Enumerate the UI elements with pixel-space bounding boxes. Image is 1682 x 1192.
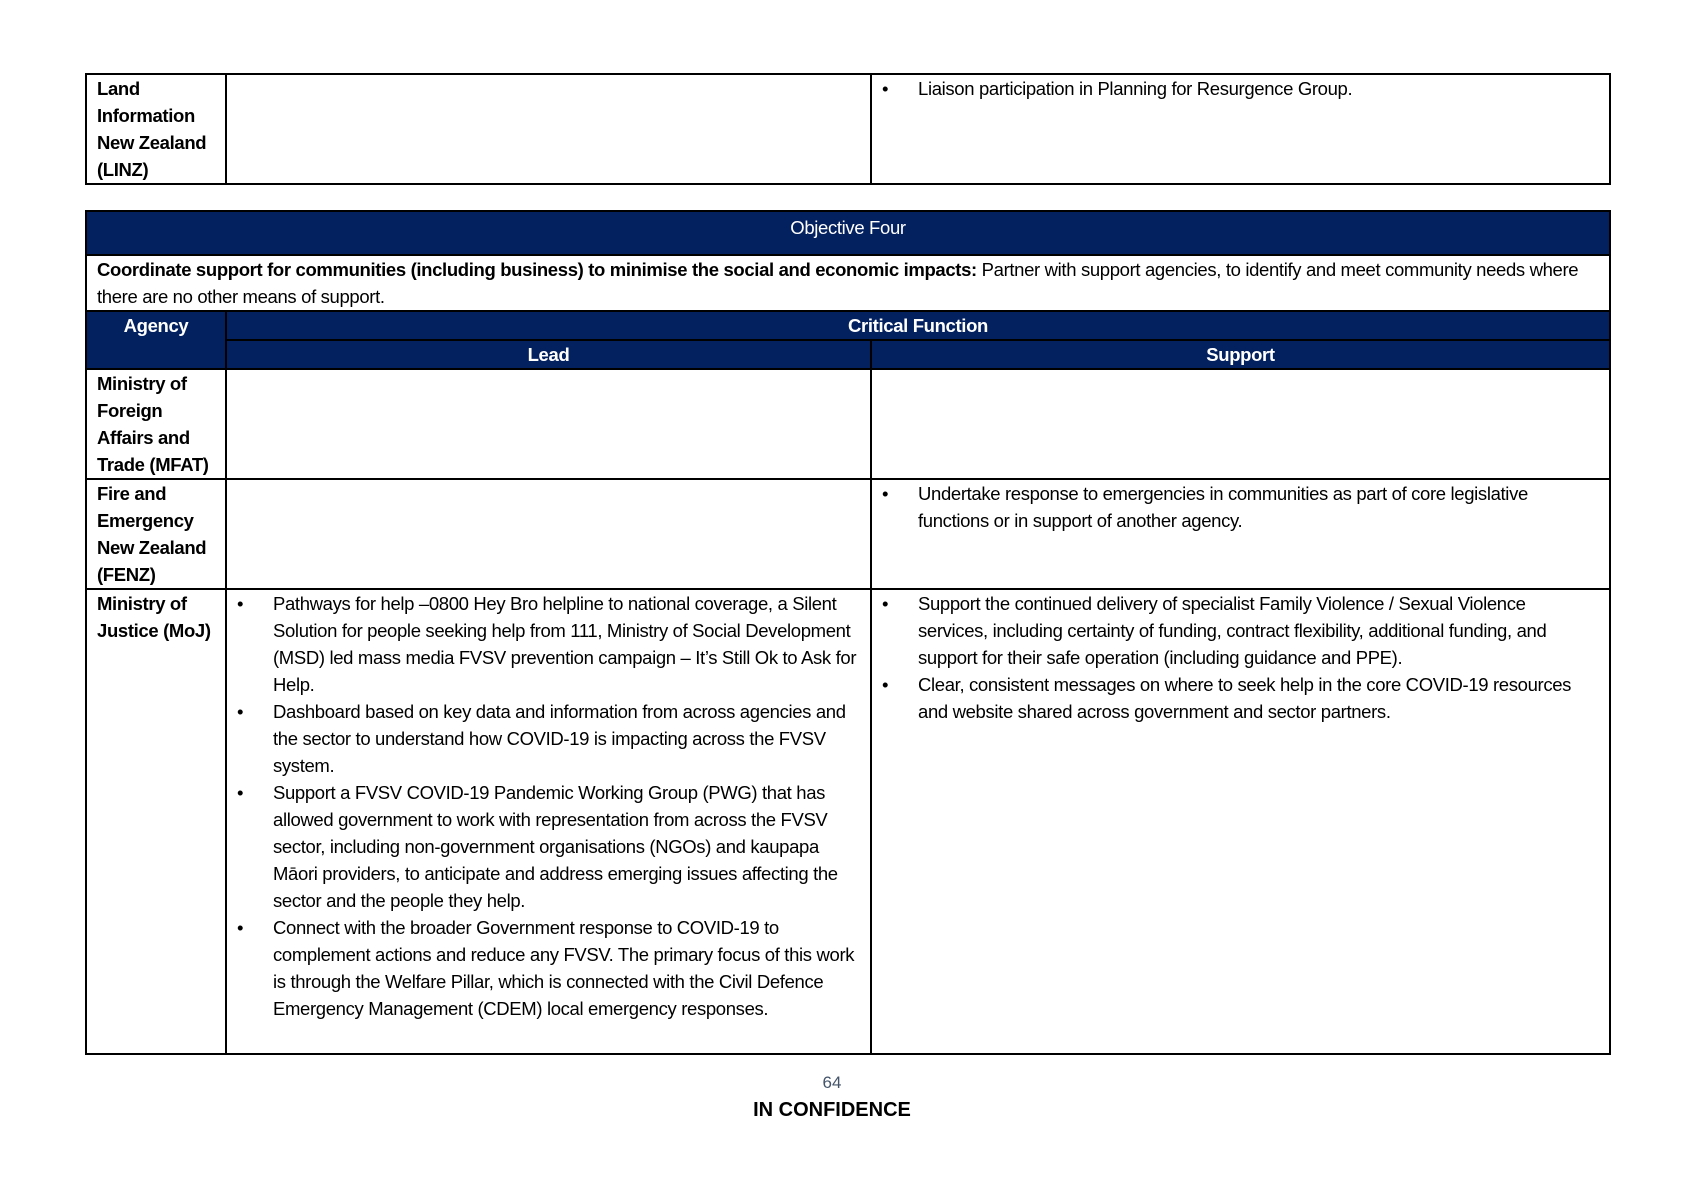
list-item: • Support the continued delivery of specialist Family Violence / Sexual Violence services, including certainty of funding, contract flexibility, additional funding, and support for their safe operation (including guidance and PPE). (882, 590, 1599, 671)
linz-table (85, 73, 1611, 185)
table-row (86, 369, 1610, 479)
support-cell (871, 589, 1610, 1054)
list-item: • Support a FVSV COVID-19 Pandemic Working Group (PWG) that has allowed government to work with representation from across the FVSV sector, including non-government organisations (NGOs) and kaupapa Māori providers, to anticipate and address emerging issues affecting the sector and the people they help. (237, 779, 860, 914)
lead-header: Lead (226, 340, 871, 369)
list-item: • Dashboard based on key data and information from across agencies and the sector to understand how COVID-19 is impacting across the FVSV system. (237, 698, 860, 779)
agency-cell: Ministry of Justice (MoJ) (86, 589, 226, 1054)
objective-four-table (85, 210, 1611, 1055)
list-item: • Pathways for help –0800 Hey Bro helpline to national coverage, a Silent Solution for people seeking help from 111, Ministry of Social Development (MSD) led mass media FVSV prevention campaign – It’s Still Ok to Ask for Help. (237, 590, 860, 698)
support-cell (871, 74, 1610, 184)
lead-cell (226, 479, 871, 589)
table-row (86, 589, 1610, 1054)
lead-cell (226, 589, 871, 1054)
list-item: • Connect with the broader Government response to COVID-19 to complement actions and reduce any FVSV. The primary focus of this work is through the Welfare Pillar, which is connected with the Civil Defence Emergency Management (CDEM) local emergency responses. (237, 914, 860, 1022)
objective-description (86, 255, 1610, 311)
support-header: Support (871, 340, 1610, 369)
page-number: 64 (822, 1073, 842, 1092)
critical-function-header: Critical Function (226, 311, 1610, 340)
lead-cell (226, 369, 871, 479)
support-cell (871, 479, 1610, 589)
table-row (86, 479, 1610, 589)
agency-header: Agency (86, 311, 226, 369)
list-item: • Clear, consistent messages on where to seek help in the core COVID-19 resources and website shared across government and sector partners. (882, 671, 1599, 725)
table-row (86, 74, 1610, 184)
agency-cell: Ministry of Foreign Affairs and Trade (MFAT) (86, 369, 226, 479)
objective-description-text: Partner with support agencies, to identify and meet community needs where there are no other means of support. (97, 259, 1579, 307)
agency-cell: Fire and Emergency New Zealand (FENZ) (86, 479, 226, 589)
objective-title: Objective Four (86, 211, 1610, 255)
agency-cell: Land Information New Zealand (LINZ) (86, 74, 226, 184)
lead-cell (226, 74, 871, 184)
list-item: • Liaison participation in Planning for Resurgence Group. (882, 75, 1599, 102)
objective-description-bold: Coordinate support for communities (including business) to minimise the social and economic impacts: (97, 259, 977, 280)
support-cell (871, 369, 1610, 479)
list-item: • Undertake response to emergencies in communities as part of core legislative functions or in support of another agency. (882, 480, 1599, 534)
classification-label: IN CONFIDENCE (753, 1099, 911, 1121)
